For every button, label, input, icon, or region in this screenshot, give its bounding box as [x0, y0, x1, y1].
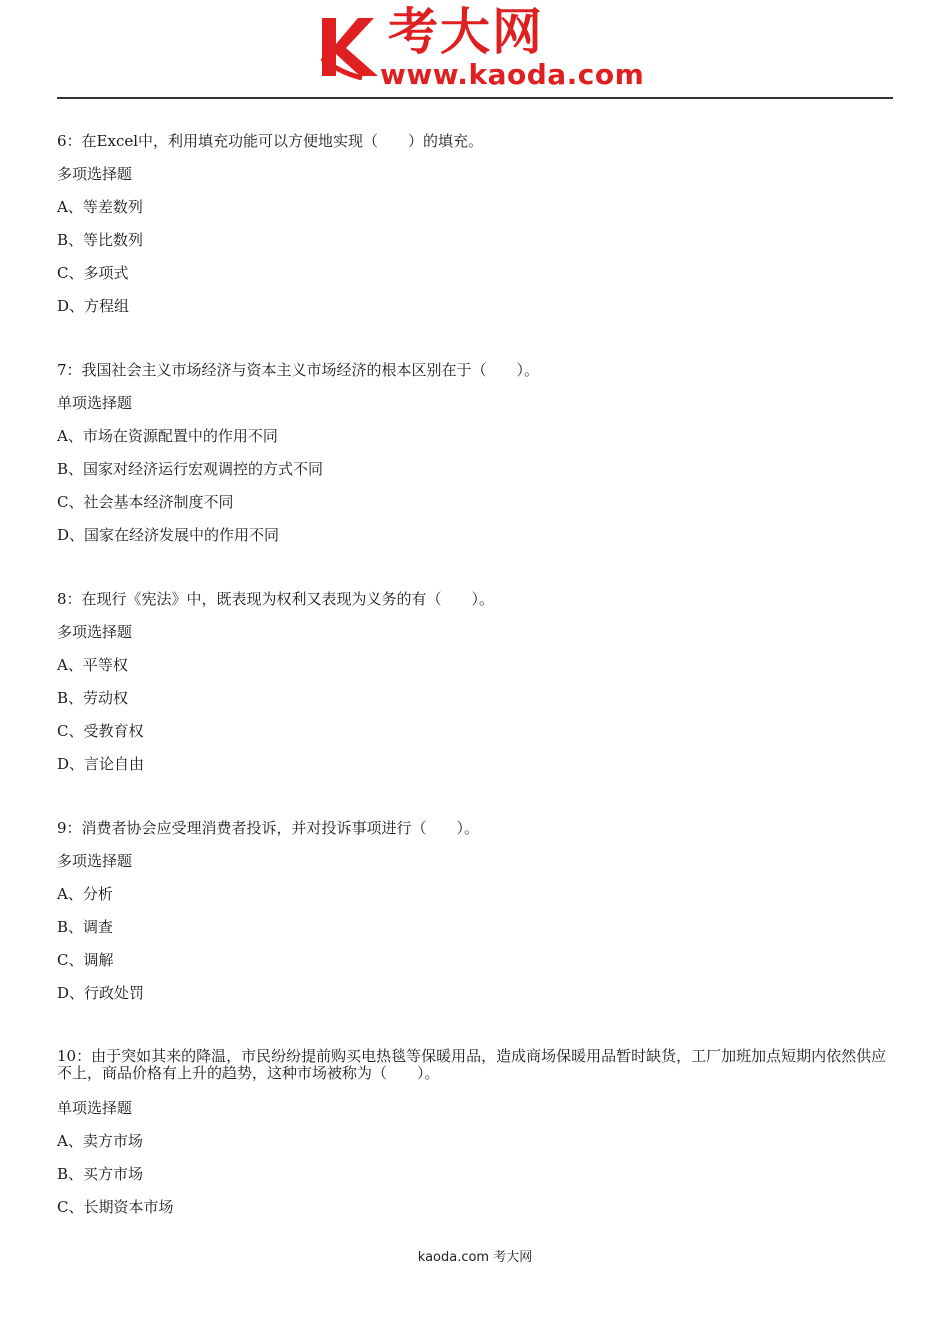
option-d: D、行政处罚 — [57, 984, 145, 1002]
option-a: A、等差数列 — [57, 198, 143, 216]
question-type: 多项选择题 — [57, 623, 133, 641]
option-b: B、买方市场 — [57, 1165, 144, 1183]
option-c: C、调解 — [57, 951, 114, 969]
logo-chinese-text: 考大网 — [388, 3, 544, 61]
option-b: B、国家对经济运行宏观调控的方式不同 — [57, 460, 324, 478]
option-d: D、国家在经济发展中的作用不同 — [57, 526, 280, 544]
question-type: 多项选择题 — [57, 165, 133, 183]
page-header — [0, 0, 950, 100]
option-a: A、市场在资源配置中的作用不同 — [57, 427, 278, 445]
kaoda-logo-k-icon — [318, 14, 380, 80]
option-a: A、平等权 — [57, 656, 128, 674]
question-9 — [57, 812, 897, 1010]
option-c: C、多项式 — [57, 264, 129, 282]
question-stem: 6：在Excel中，利用填充功能可以方便地实现（ ）的填充。 — [57, 132, 484, 150]
question-stem: 10：由于突如其来的降温，市民纷纷提前购买电热毯等保暖用品，造成商场保暖用品暂时缺货，工厂加班加点短期内依然供应不上，商品价格有上升的趋势，这种市场被称为（ ）。 — [57, 1047, 887, 1082]
question-10 — [57, 1042, 897, 1224]
option-b: B、劳动权 — [57, 689, 129, 707]
question-type: 多项选择题 — [57, 852, 133, 870]
option-a: A、卖方市场 — [57, 1132, 143, 1150]
question-type: 单项选择题 — [57, 1099, 133, 1117]
option-c: C、受教育权 — [57, 722, 144, 740]
question-6 — [57, 125, 897, 323]
question-stem: 9：消费者协会应受理消费者投诉，并对投诉事项进行（ ）。 — [57, 819, 480, 837]
option-d: D、言论自由 — [57, 755, 145, 773]
option-b: B、等比数列 — [57, 231, 144, 249]
logo-url-text: www.kaoda.com — [380, 58, 645, 91]
option-a: A、分析 — [57, 885, 113, 903]
page-footer: kaoda.com 考大网 — [417, 1250, 533, 1265]
header-divider — [57, 97, 893, 99]
option-c: C、长期资本市场 — [57, 1198, 174, 1216]
question-type: 单项选择题 — [57, 394, 133, 412]
question-stem: 7：我国社会主义市场经济与资本主义市场经济的根本区别在于（ ）。 — [57, 361, 540, 379]
option-b: B、调查 — [57, 918, 114, 936]
option-c: C、社会基本经济制度不同 — [57, 493, 234, 511]
question-7 — [57, 354, 897, 552]
option-d: D、方程组 — [57, 297, 130, 315]
question-8 — [57, 583, 897, 781]
question-stem: 8：在现行《宪法》中，既表现为权利又表现为义务的有（ ）。 — [57, 590, 495, 608]
